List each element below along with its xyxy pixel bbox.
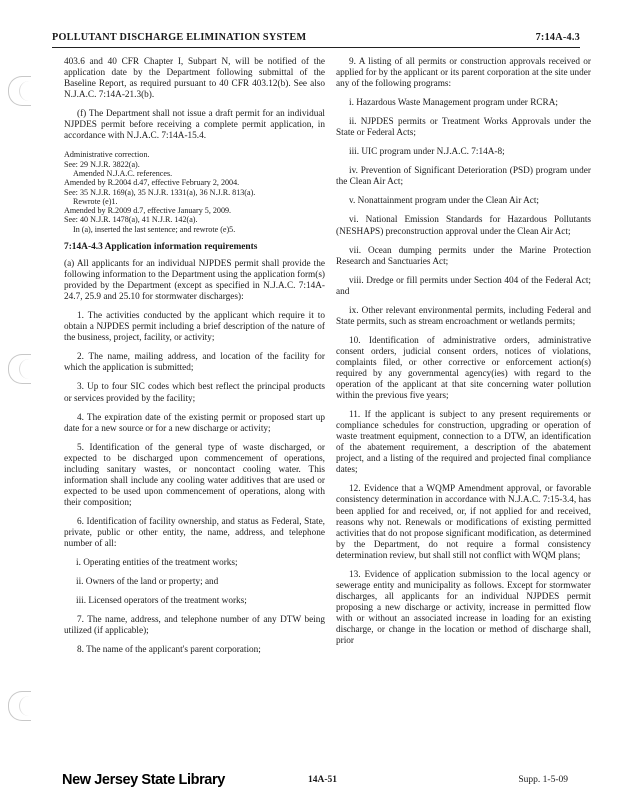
header-section-number: 7:14A-4.3 xyxy=(535,32,580,43)
sub-list-item: iii. UIC program under N.J.A.C. 7:14A-8; xyxy=(349,147,505,158)
list-item: 3. Up to four SIC codes which best reflect the principal products or services provided by the facility; xyxy=(64,382,325,404)
sub-list-item: ii. Owners of the land or property; and xyxy=(76,577,219,588)
paragraph: 403.6 and 40 CFR Chapter I, Subpart N, will be notified of the application date by the Department following submittal of the Baseline Report, as required pursuant to 40 CFR 403.12(b). See also N.J.A.C. 7:14A-21.3(b). xyxy=(64,57,325,101)
list-item: 2. The name, mailing address, and location of the facility for which the application is submitted; xyxy=(64,352,325,374)
header-title: POLLUTANT DISCHARGE ELIMINATION SYSTEM xyxy=(52,32,307,43)
sub-list-item: i. Operating entities of the treatment works; xyxy=(76,558,238,569)
list-item: 8. The name of the applicant's parent corporation; xyxy=(77,645,261,656)
list-item: 4. The expiration date of the existing permit or proposed start up date for a new source or for a new discharge or activity; xyxy=(64,412,325,434)
list-item: 7. The name, address, and telephone number of any DTW being utilized (if applicable); xyxy=(64,615,325,637)
page-footer xyxy=(0,769,618,793)
paragraph-a: (a) All applicants for an individual NJPDES permit shall provide the following information to the Department using the application form(s) provided by the Department (except as specified in N.J.A.C. 7:14A-24.7, 25.9 and 25.10 for stormwater discharges): xyxy=(64,259,325,303)
history-note: Rewrote (e)1. xyxy=(73,196,118,206)
punch-hole-mark xyxy=(8,76,31,106)
section-heading: 7:14A-4.3 Application information requirements xyxy=(64,242,258,252)
punch-hole-mark xyxy=(8,354,31,384)
sub-list-item: viii. Dredge or fill permits under Section 404 of the Federal Act; and xyxy=(336,275,591,297)
history-note: Amended N.J.A.C. references. xyxy=(73,168,173,178)
list-item: 13. Evidence of application submission to the local agency or sewerage entity and municipality as follows. Except for stormwater discharges, all applicants for an individual NJPDES permit proposing a new discharge or activity, increase in permitted flow with or without an associated increase in loading for an existing discharge, or change in the location or method of discharge shall, prior xyxy=(336,569,591,647)
sub-list-item: vi. National Emission Standards for Hazardous Pollutants (NESHAPS) preconstruction approval under the Clean Air Act; xyxy=(336,215,591,237)
list-item: 5. Identification of the general type of waste discharged, or expected to be discharged upon commencement of operations, including sanitary wastes, or noncontact cooling water. This information shall include any cooling water additives that are used or expected to be used upon commencement of operations, along with their composition; xyxy=(64,442,325,508)
list-item: 9. A listing of all permits or construction approvals received or applied for by the applicant or its parent corporation at the site under any of the following programs: xyxy=(336,57,591,90)
list-item: 10. Identification of administrative orders, administrative consent orders, judicial consent orders, notices of violations, complaints filed, or other corrective or enforcement action(s) required by any governmental agency(ies) with regard to the operation of the applicant at that site concerning water pollution within the previous five years; xyxy=(336,335,591,402)
header-rule xyxy=(52,47,580,48)
left-column xyxy=(64,57,325,664)
sub-list-item: iii. Licensed operators of the treatment works; xyxy=(76,596,247,607)
list-item: 12. Evidence that a WQMP Amendment approval, or favorable consistency determination in accordance with N.J.A.C. 7:15-3.4, has been applied for and received, or, if not applied for and received, reasons why not. Renewals or modifications of existing permitted activities that do not propose significant modification, as determined by the Department, do not require a formal consistency determination review, but shall still not conflict with WQM plans; xyxy=(336,484,591,561)
library-logo-text: New Jersey State Library xyxy=(62,772,225,788)
list-item: 1. The activities conducted by the applicant which require it to obtain a NJPDES permit including a brief description of the nature of the business, project, facility, or activity; xyxy=(64,311,325,344)
history-note: Amended by R.2009 d.7, effective January 5, 2009. xyxy=(64,206,232,216)
sub-list-item: v. Nonattainment program under the Clean Air Act; xyxy=(349,196,540,207)
list-item: 11. If the applicant is subject to any present requirements or compliance schedules for construction, upgrading or operation of waste treatment equipment, connection to a DTW, an identification of the abatement requirement, a description of the abatement project, and a listing of the required and projected final compliance dates; xyxy=(336,410,591,476)
page-number: 14A-51 xyxy=(308,775,338,785)
history-note: Administrative correction. xyxy=(64,150,150,160)
right-column xyxy=(336,57,591,655)
sub-list-item: ix. Other relevant environmental permits, including Federal and State permits, such as stream encroachment or wetlands permits; xyxy=(336,305,591,327)
punch-hole-mark xyxy=(8,691,31,721)
history-note: In (a), inserted the last sentence; and rewrote (e)5. xyxy=(73,224,236,234)
history-note: Amended by R.2004 d.47, effective February 2, 2004. xyxy=(64,178,240,188)
sub-list-item: i. Hazardous Waste Management program under RCRA; xyxy=(349,98,558,109)
sub-list-item: vii. Ocean dumping permits under the Marine Protection Research and Sanctuaries Act; xyxy=(336,245,591,267)
list-item: 6. Identification of facility ownership, and status as Federal, State, private, public or other entity, the name, address, and telephone number of all: xyxy=(64,516,325,550)
paragraph-f: (f) The Department shall not issue a draft permit for an individual NJPDES permit before receiving a complete permit application, in accordance with N.J.A.C. 7:14A-15.4. xyxy=(64,109,325,142)
history-note: See: 40 N.J.R. 1478(a), 41 N.J.R. 142(a). xyxy=(64,215,198,225)
history-note: See: 29 N.J.R. 3822(a). xyxy=(64,159,140,169)
sub-list-item: ii. NJPDES permits or Treatment Works Approvals under the State or Federal Acts; xyxy=(336,117,591,139)
sub-list-item: iv. Prevention of Significant Deterioration (PSD) program under the Clean Air Act; xyxy=(336,166,591,188)
supplement-date: Supp. 1-5-09 xyxy=(518,775,568,785)
running-header xyxy=(52,32,580,46)
history-note: See: 35 N.J.R. 169(a), 35 N.J.R. 1331(a), 36 N.J.R. 813(a). xyxy=(64,187,256,197)
